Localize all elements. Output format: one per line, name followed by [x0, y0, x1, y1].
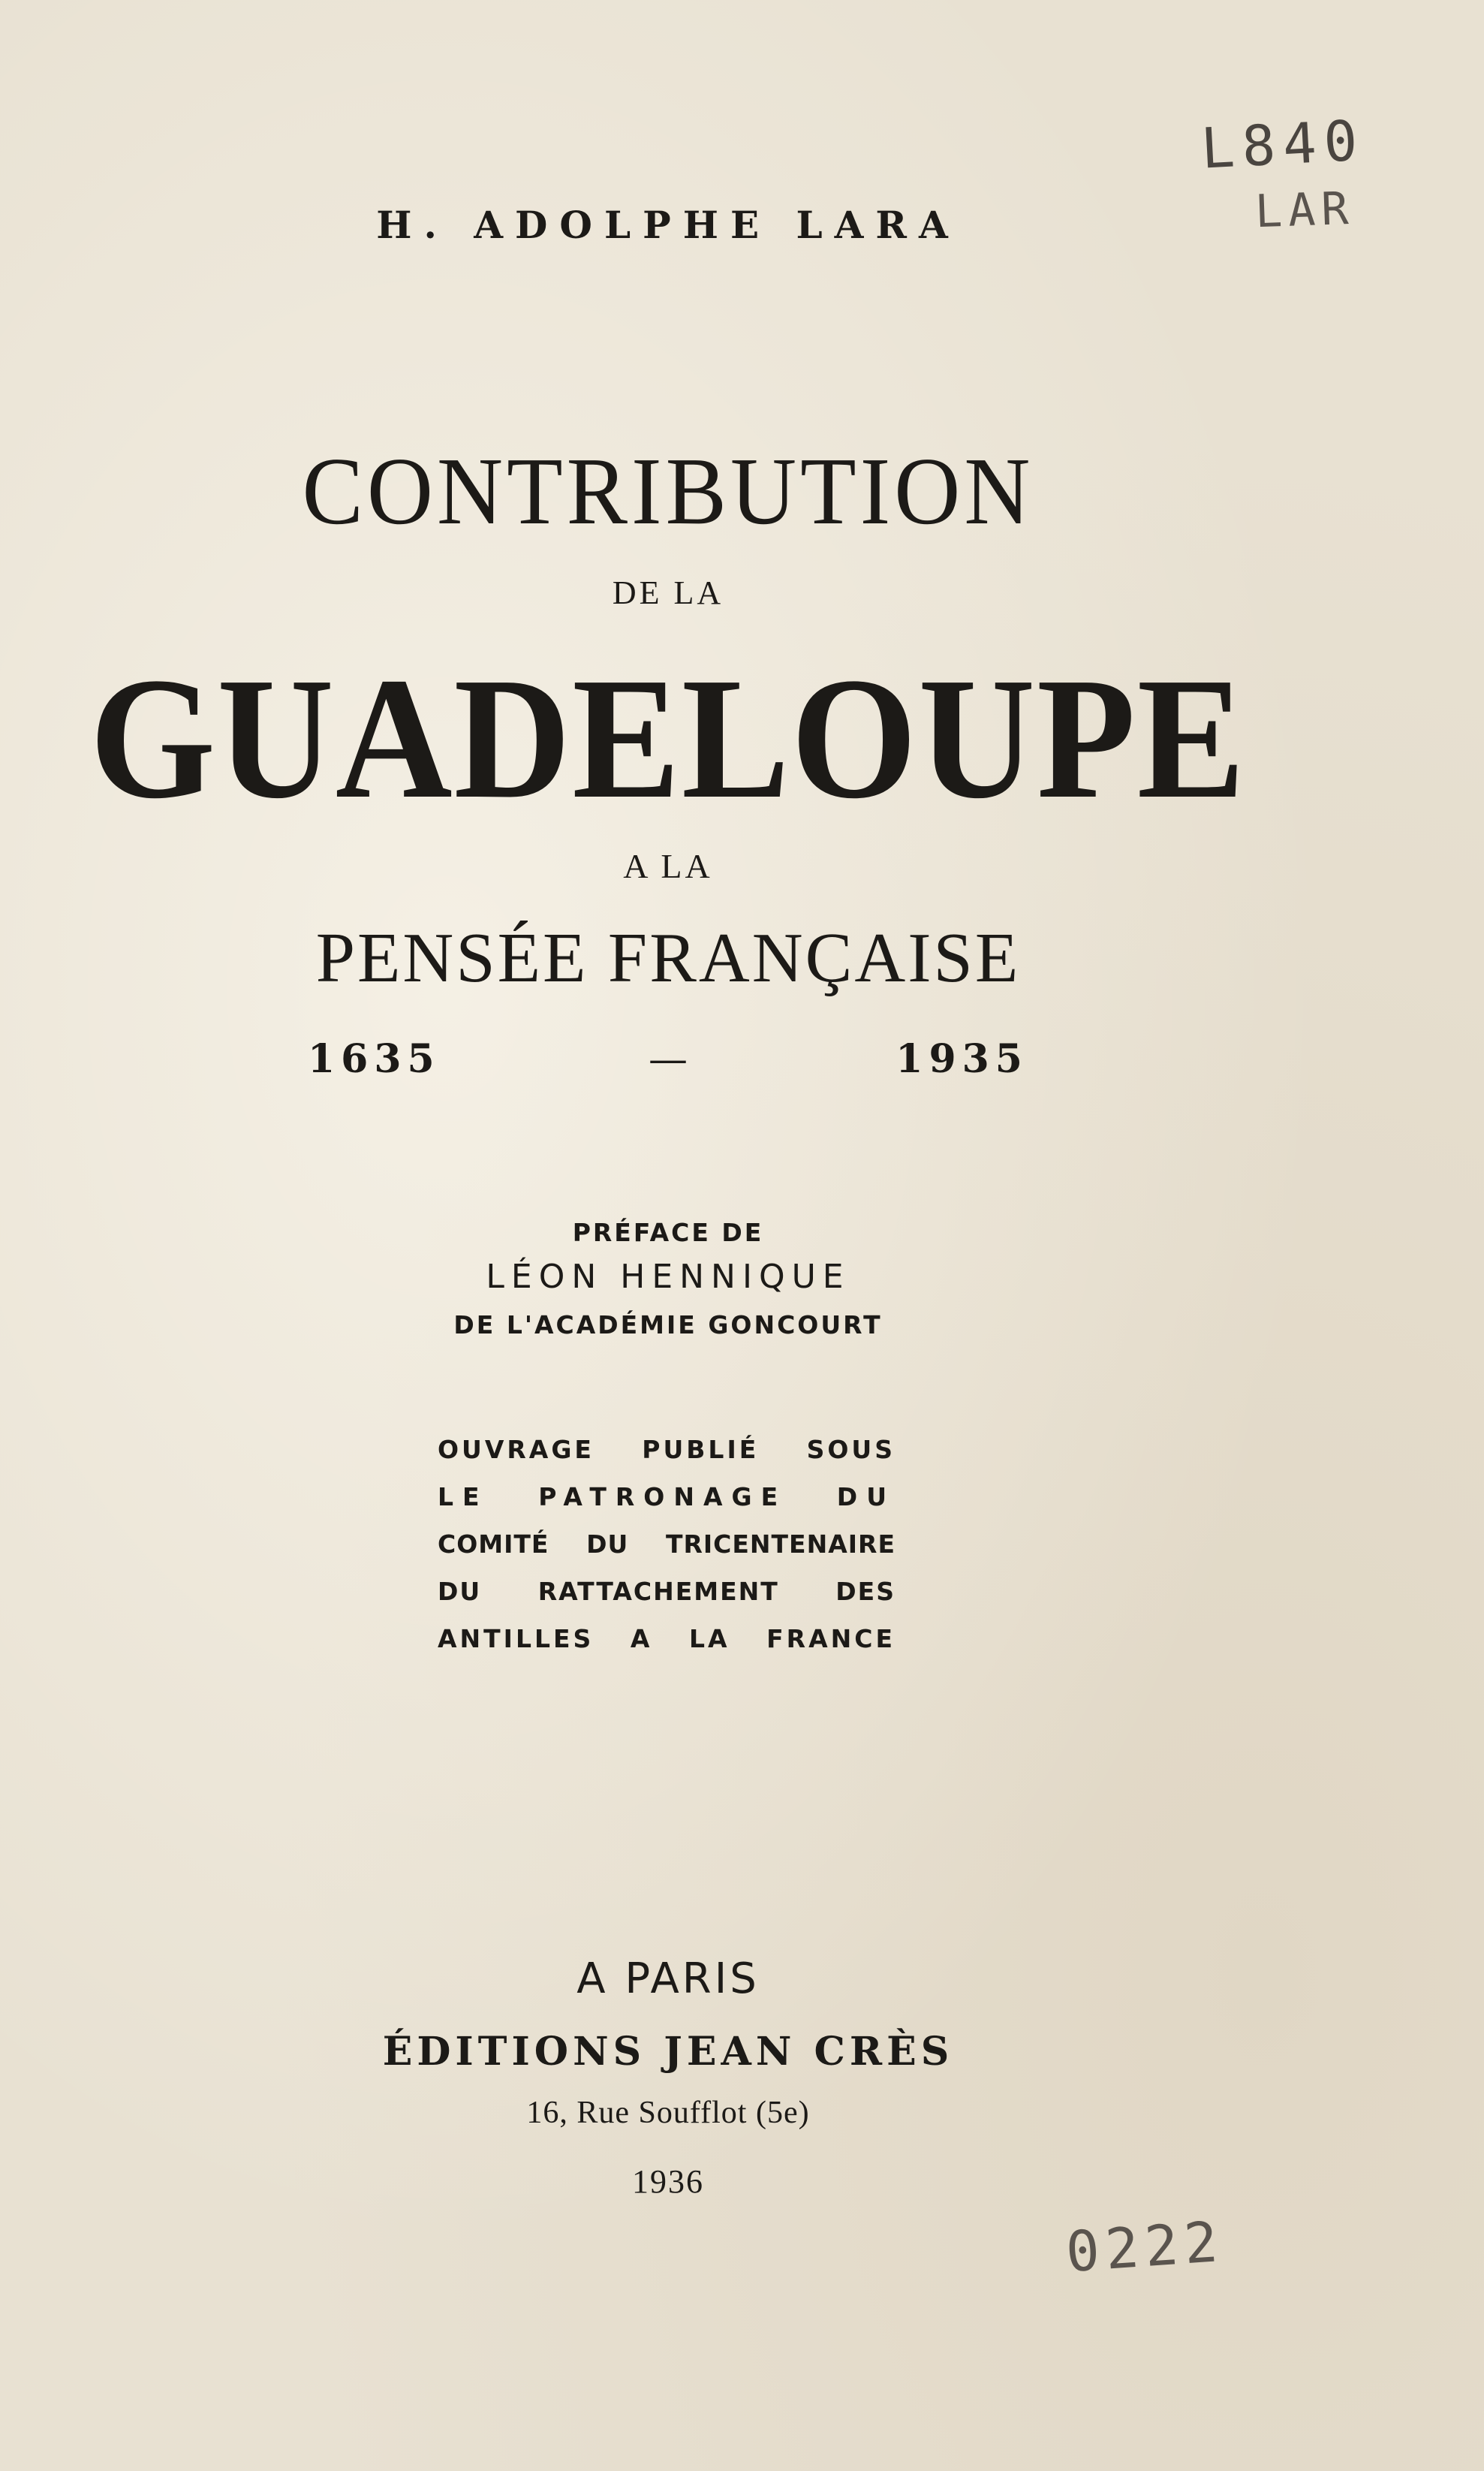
- year-end: 1935: [896, 1036, 1028, 1082]
- imprint-publisher: ÉDITIONS JEAN CRÈS: [382, 2029, 954, 2075]
- patronage-notice: [438, 1431, 896, 1668]
- imprint-year: 1936: [632, 2163, 704, 2200]
- year-dash: —: [649, 1036, 688, 1082]
- year-range: [308, 1036, 1028, 1082]
- imprint-city: A PARIS: [576, 1954, 760, 2003]
- title-a-la: A LA: [623, 847, 713, 885]
- preface-author: LÉON HENNIQUE: [486, 1258, 850, 1296]
- author-name: H. ADOLPHE LARA: [376, 203, 960, 247]
- handwritten-call-number: L840: [1199, 108, 1367, 182]
- title-contribution: CONTRIBUTION: [302, 438, 1034, 545]
- imprint-address: 16, Rue Soufflot (5e): [526, 2096, 810, 2130]
- patronage-line: COMITÉ DU TRICENTENAIRE: [438, 1529, 896, 1559]
- patronage-line: LE PATRONAGE DU: [438, 1482, 896, 1511]
- year-start: 1635: [308, 1036, 441, 1082]
- title-guadeloupe: GUADELOUPE: [89, 642, 1247, 835]
- title-pensee-francaise: PENSÉE FRANÇAISE: [315, 919, 1021, 997]
- patronage-line: ANTILLES A LA FRANCE: [438, 1624, 896, 1653]
- preface-affiliation: DE L'ACADÉMIE GONCOURT: [453, 1310, 883, 1339]
- handwritten-call-letters: LAR: [1254, 182, 1356, 239]
- patronage-line: DU RATTACHEMENT DES: [438, 1577, 896, 1606]
- handwritten-inventory-number: 0222: [1064, 2209, 1226, 2286]
- patronage-line: OUVRAGE PUBLIÉ SOUS: [438, 1435, 896, 1464]
- preface-label: PRÉFACE DE: [572, 1218, 764, 1247]
- title-de-la: DE LA: [612, 574, 724, 611]
